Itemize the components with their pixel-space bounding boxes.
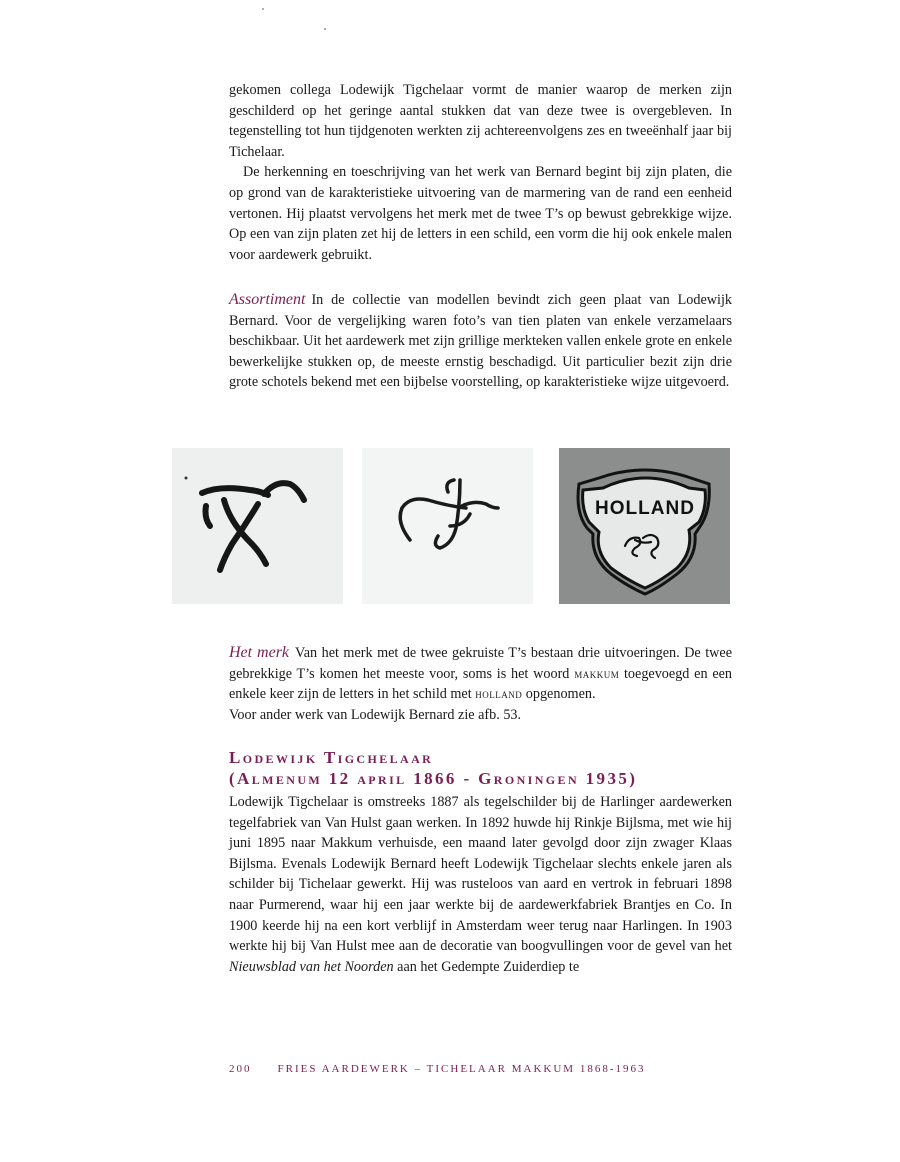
text-block-assortiment — [229, 290, 732, 393]
page-footer — [229, 1063, 646, 1075]
newspaper-title: Nieuwsblad van het Noorden — [229, 958, 394, 975]
paragraph: gekomen collega Lodewijk Tigchelaar vormt de manier waarop de merken zijn geschilderd op het geringe aantal stukken dat van deze twee is overgebleven. In tegenstelling tot hun tijdgenoten werkten zij achtereenvolgens zes en tweeënhalf jaar bij Tichelaar. — [229, 82, 732, 160]
section-lead-assortiment: Assortiment — [229, 291, 306, 308]
page-number: 200 — [229, 1063, 252, 1075]
scribbled-t-mark-image — [362, 448, 533, 604]
paragraph-text: aan het Gedempte Zuiderdiep te — [397, 958, 580, 975]
shield-word: HOLLAND — [595, 498, 695, 519]
mark-photo-1 — [172, 448, 343, 604]
paragraph — [229, 290, 732, 393]
holland-shield-mark-image — [559, 448, 730, 604]
paragraph — [229, 792, 732, 977]
crossed-t-mark-image — [172, 448, 343, 604]
paragraph — [229, 643, 732, 705]
paragraph-text: opgenomen. — [525, 686, 596, 703]
paper-speck — [324, 28, 326, 30]
text-block-intro — [229, 80, 732, 265]
paragraph-text: In de collectie van modellen bevindt zich geen plaat van Lodewijk Bernard. Voor de vergelijking waren foto’s van tien platen van enkele verzamelaars beschikbaar. Uit het aardewerk met zijn grillige merkteken vallen enkele grote en enkele bewerkelijke stukken op, de meeste ernstig beschadigd. Uit particulier bezit zijn drie grote schotels bekend met een bijbelse voorstelling, op karakteristieke wijze uitgevoerd. — [229, 292, 732, 391]
paragraph: Voor ander werk van Lodewijk Bernard zie afb. 53. — [229, 706, 522, 723]
small-caps-word: makkum — [574, 665, 620, 681]
running-title: FRIES AARDEWERK – TICHELAAR MAKKUM 1868-1963 — [277, 1063, 646, 1075]
small-caps-word: holland — [475, 686, 523, 702]
paragraph-text: toegevoegd en een enkele keer zijn de letters in het schild met — [229, 665, 733, 703]
paper-speck — [262, 8, 264, 10]
section-lead-merk: Het merk — [229, 644, 290, 661]
section-heading-name: Lodewijk Tigchelaar — [229, 748, 434, 767]
mark-photo-3 — [559, 448, 730, 604]
paragraph: De herkenning en toeschrijving van het werk van Bernard begint bij zijn platen, die op grond van de karakteristieke uitvoering van de marmering van de rand een eenheid vertonen. Hij plaatst vervolgens het merk met de twee T’s op bewust gebrekkige wijze. Op een van zijn platen zet hij de letters in een schild, een vorm die hij ook enkele malen voor aardewerk gebruikt. — [229, 164, 732, 263]
section-heading-dates: (Almenum 12 april 1866 - Groningen 1935) — [229, 769, 638, 788]
text-block-merk — [229, 643, 732, 725]
mark-photo-2 — [362, 448, 533, 604]
section-tigchelaar — [229, 747, 732, 977]
paragraph-text: Van het merk met de twee gekruiste T’s bestaan drie uitvoeringen. De twee gebrekkige T’s komen het meeste voor, soms is het woord — [229, 645, 733, 682]
paragraph-text: Lodewijk Tigchelaar is omstreeks 1887 als tegelschilder bij de Harlinger aardewerken tegelfabriek van Van Hulst gaan werken. In 1892 huwde hij Rinkje Bijlsma, met wie hij juni 1895 naar Makkum verhuisde, een maand later gevolgd door zijn zwager Klaas Bijlsma. Evenals Lodewijk Bernard heeft Lodewijk Tigchelaar slechts enkele jaren als schilder bij Tichelaar gewerkt. Hij was rusteloos van aard en vertrok in februari 1898 naar Purmerend, waar hij een jaar werkte bij de aardewerkfabriek Brantjes en Co. In 1900 keerde hij na een kort verblijf in Amsterdam weer terug naar Harlingen. In 1903 werkte hij bij Van Hulst mee aan de decoratie van boogvullingen voor de gevel van het — [229, 794, 732, 955]
